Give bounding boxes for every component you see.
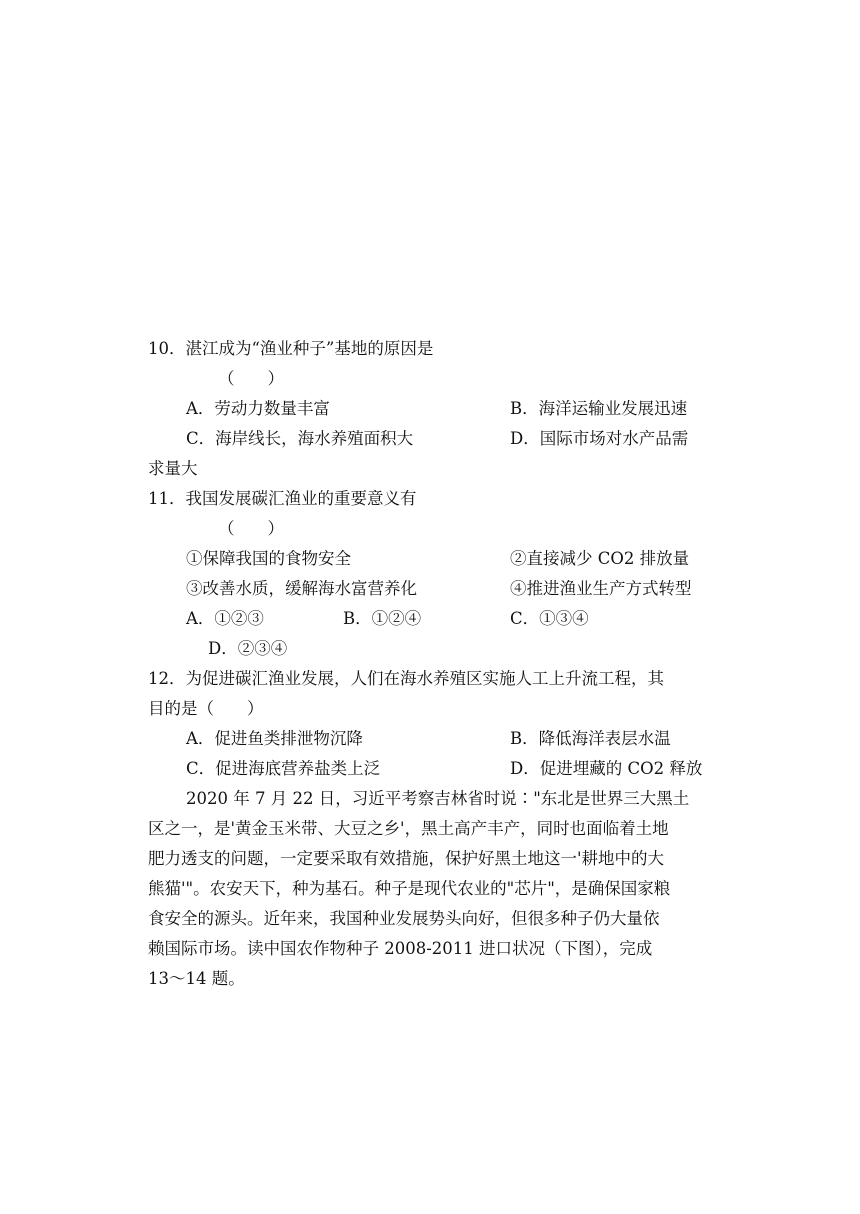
q11-item-1: ①保障我国的食物安全: [186, 549, 351, 568]
q11-item-2: ②直接减少 CO2 排放量: [510, 549, 690, 568]
q11-item-4: ④推进渔业生产方式转型: [510, 579, 692, 598]
q11-answer-paren: （ ）: [218, 519, 284, 538]
q12-option-d: D．促进埋藏的 CO2 释放: [510, 759, 703, 778]
q12-stem-line-1: 12．为促进碳汇渔业发展，人们在海水养殖区实施人工上升流工程，其: [148, 669, 664, 688]
q11-option-a: A．①②③: [186, 609, 264, 628]
q12-option-c: C．促进海底营养盐类上泛: [186, 759, 381, 778]
q11-stem: 11．我国发展碳汇渔业的重要意义有: [148, 489, 417, 508]
q12-option-a: A．促进鱼类排泄物沉降: [186, 729, 363, 748]
q11-option-c: C．①③④: [510, 609, 589, 628]
q12-option-b: B．降低海洋表层水温: [510, 729, 671, 748]
q10-option-d-continued: 求量大: [148, 459, 198, 478]
q11-option-b: B．①②④: [343, 609, 422, 628]
passage-line: 13～14 题。: [148, 969, 245, 988]
q11-item-3: ③改善水质，缓解海水富营养化: [186, 579, 417, 598]
q10-option-b: B．海洋运输业发展迅速: [510, 399, 688, 418]
q10-option-a: A．劳动力数量丰富: [186, 399, 330, 418]
q10-option-d: D．国际市场对水产品需: [510, 429, 689, 448]
passage-line: 肥力透支的问题，一定要采取有效措施，保护好黑土地这一'耕地中的大: [148, 849, 665, 868]
q12-stem-line-2: 目的是（ ）: [148, 699, 264, 718]
passage-line: 赖国际市场。读中国农作物种子 2008-2011 进口状况（下图），完成: [148, 939, 653, 958]
q10-stem: 10．湛江成为“渔业种子”基地的原因是: [148, 339, 434, 358]
passage-line: 区之一，是'黄金玉米带、大豆之乡'，黑土高产丰产，同时也面临着土地: [148, 819, 669, 838]
passage-line: 熊猫'"。农安天下，种为基石。种子是现代农业的"芯片"，是确保国家粮: [148, 879, 671, 898]
q11-option-d: D．②③④: [208, 639, 288, 658]
passage-line: 2020 年 7 月 22 日，习近平考察吉林省时说∶"东北是世界三大黑土: [186, 789, 690, 808]
q10-answer-paren: （ ）: [218, 369, 284, 388]
q10-option-c: C．海岸线长，海水养殖面积大: [186, 429, 414, 448]
passage-line: 食安全的源头。近年来，我国种业发展势头向好，但很多种子仍大量依: [148, 909, 660, 928]
